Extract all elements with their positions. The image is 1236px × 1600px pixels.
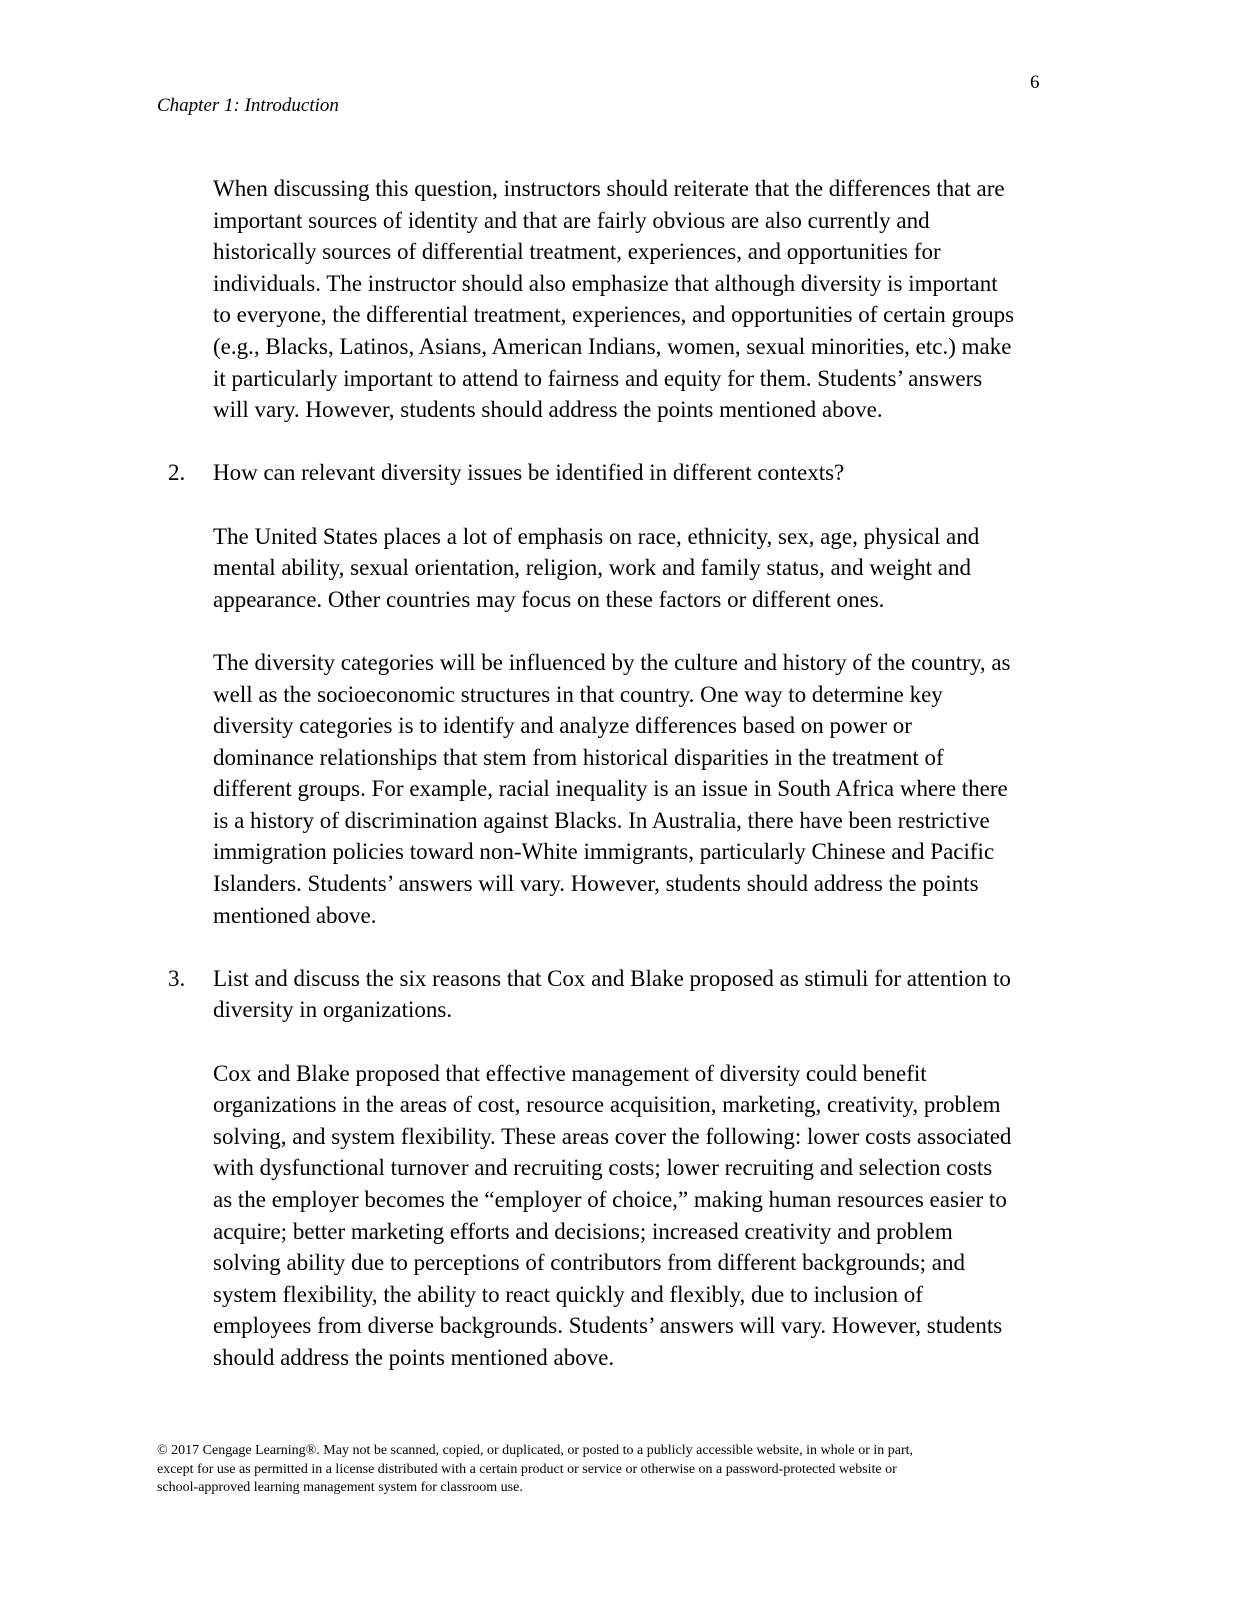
page-number: 6 xyxy=(1030,72,1040,93)
answer-paragraph-4: Cox and Blake proposed that effective management of diversity could benefit organizations in the areas of cost, resource acquisition, marketing, creativity, problem solving, and system flexibility. These areas cover the following: lower costs associated with dysfunctional turnover and recruiting costs; lower recruiting and selection costs as the employer becomes the “employer of choice,” making human resources easier to acquire; better marketing efforts and decisions; increased creativity and problem solving ability due to perceptions of contributors from different backgrounds; and system flexibility, the ability to react quickly and flexibly, due to inclusion of employees from diverse backgrounds. Students’ answers will vary. However, students should address the points mentioned above. xyxy=(213,1060,1012,1370)
question-2 xyxy=(168,457,1063,489)
copyright-footer: © 2017 Cengage Learning®. May not be scanned, copied, or duplicated, or posted to a publicly accessible website, in whole or in part, except for use as permitted in a license distributed with a certain product or service or otherwise on a password-protected website or school-approved learning management system for classroom use. xyxy=(157,1443,914,1495)
question-number: 2. xyxy=(168,460,186,486)
document-body xyxy=(168,173,1063,1374)
answer-paragraph-1: When discussing this question, instructors should reiterate that the differences that are important sources of identity and that are fairly obvious are also currently and historically sources of differential treatment, experiences, and opportunities for individuals. The instructor should also emphasize that although diversity is important to everyone, the differential treatment, experiences, and opportunities of certain groups (e.g., Blacks, Latinos, Asians, American Indians, women, sexual minorities, etc.) make it particularly important to attend to fairness and equity for them. Students’ answers will vary. However, students should address the points mentioned above. xyxy=(213,176,1015,423)
answer-paragraph-3: The diversity categories will be influenced by the culture and history of the country, as well as the socioeconomic structures in that country. One way to determine key diversity categories is to identify and analyze differences based on power or dominance relationships that stem from historical disparities in the treatment of different groups. For example, racial inequality is an issue in South Africa where there is a history of discrimination against Blacks. In Australia, there have been restrictive immigration policies toward non-White immigrants, particularly Chinese and Pacific Islanders. Students’ answers will vary. However, students should address the points mentioned above. xyxy=(213,649,1011,928)
question-3 xyxy=(168,963,1063,1026)
question-number: 3. xyxy=(168,965,186,991)
chapter-title: Chapter 1: Introduction xyxy=(157,95,339,116)
question-text: List and discuss the six reasons that Cox and Blake proposed as stimuli for attention to diversity in organizations. xyxy=(213,965,1011,1023)
question-text: How can relevant diversity issues be identified in different contexts? xyxy=(213,460,845,486)
answer-paragraph-2: The United States places a lot of emphasis on race, ethnicity, sex, age, physical and mental ability, sexual orientation, religion, work and family status, and weight and appearance. Other countries may focus on these factors or different ones. xyxy=(213,523,980,612)
